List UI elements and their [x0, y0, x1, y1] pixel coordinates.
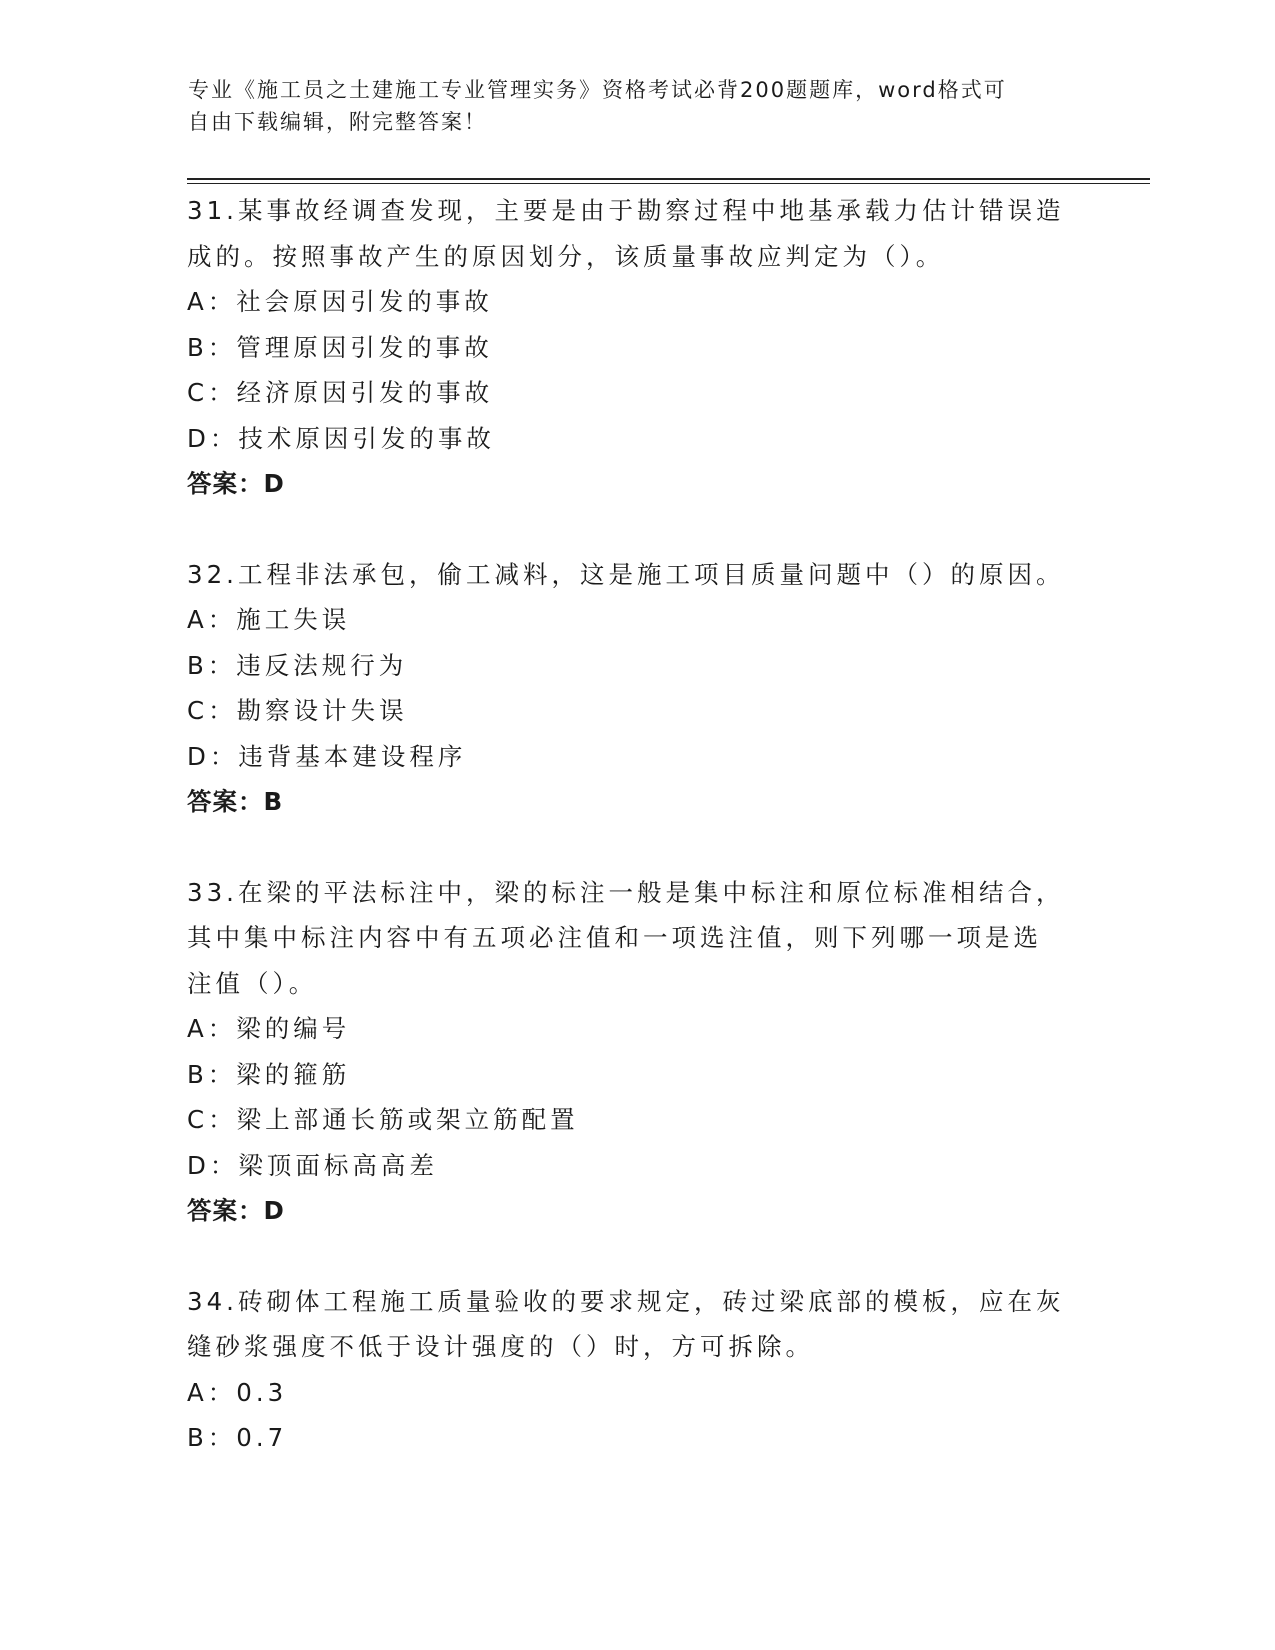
option-a: A：梁的编号 [187, 1014, 351, 1043]
option-a: A：0.3 [187, 1377, 288, 1407]
question-34 [187, 1279, 1087, 1461]
option-c: C：勘察设计失误 [187, 696, 408, 725]
option-b: B：梁的箍筋 [187, 1059, 351, 1089]
question-stem-line: 成的。按照事故产生的原因划分，该质量事故应判定为（）。 [187, 241, 945, 271]
option-b: B：违反法规行为 [187, 650, 408, 680]
option-b: B：0.7 [187, 1423, 288, 1452]
question-stem-line: 32.工程非法承包，偷工减料，这是施工项目质量问题中（）的原因。 [187, 559, 1065, 589]
question-stem-line: 33.在梁的平法标注中，梁的标注一般是集中标注和原位标准相结合， [187, 877, 1065, 907]
answer: 答案：D [187, 1196, 285, 1225]
option-c: C：经济原因引发的事故 [187, 378, 494, 407]
question-32 [187, 552, 1087, 825]
option-a: A：社会原因引发的事故 [187, 287, 493, 316]
question-31 [187, 188, 1087, 507]
answer: 答案：D [187, 469, 285, 498]
header-rule-thick [187, 178, 1150, 180]
question-list [187, 188, 1087, 1506]
header-line-1: 专业《施工员之土建施工专业管理实务》资格考试必背200题题库，word格式可 [188, 78, 1007, 102]
question-stem-line: 其中集中标注内容中有五项必注值和一项选注值，则下列哪一项是选 [187, 923, 1042, 952]
answer: 答案：B [187, 787, 284, 816]
question-stem-line: 注值（）。 [187, 968, 318, 998]
option-d: D：梁顶面标高高差 [187, 1150, 438, 1180]
option-a: A：施工失误 [187, 605, 351, 634]
option-c: C：梁上部通长筋或架立筋配置 [187, 1105, 579, 1134]
question-33 [187, 870, 1087, 1234]
option-d: D：违背基本建设程序 [187, 741, 467, 771]
document-header [188, 74, 1068, 138]
option-d: D：技术原因引发的事故 [187, 423, 495, 453]
header-line-2: 自由下载编辑，附完整答案！ [188, 110, 487, 134]
header-rule-thin [187, 183, 1150, 184]
question-stem-line: 31.某事故经调查发现，主要是由于勘察过程中地基承载力估计错误造 [187, 196, 1065, 225]
question-stem-line: 缝砂浆强度不低于设计强度的（）时，方可拆除。 [187, 1332, 814, 1361]
question-stem-line: 34.砖砌体工程施工质量验收的要求规定，砖过梁底部的模板，应在灰 [187, 1286, 1065, 1316]
option-b: B：管理原因引发的事故 [187, 332, 493, 362]
